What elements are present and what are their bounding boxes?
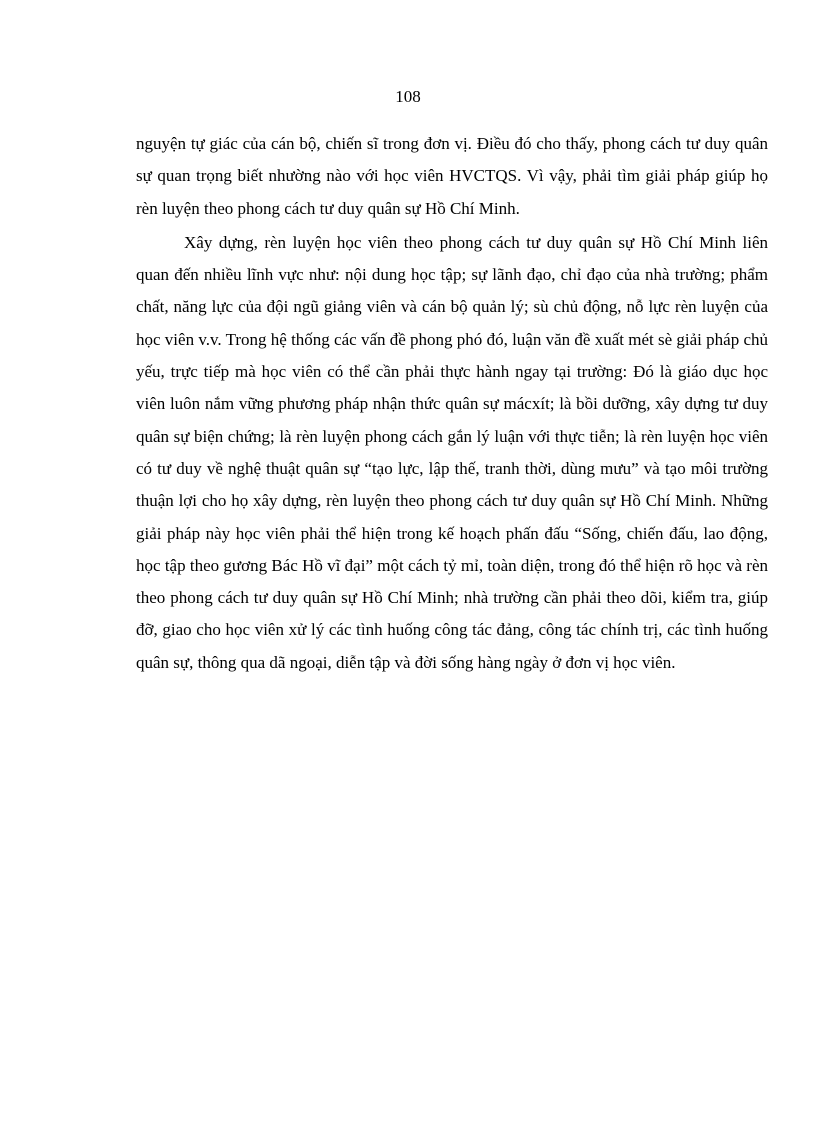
paragraph-solutions: Xây dựng, rèn luyện học viên theo phong cách tư duy quân sự Hồ Chí Minh liên quan đến nhiều lĩnh vực như: nội dung học tập; sự lãnh đạo, chỉ đạo của nhà trường; phẩm chất, năng lực của đội ngũ giảng viên và cán bộ quản lý; sù chủ động, nỗ lực rèn luyện của học viên v.v. Trong hệ thống các vấn đề phong phó đó, luận văn đề xuất mét sè giải pháp chủ yếu, trực tiếp mà học viên có thể cần phải thực hành ngay tại trường: Đó là giáo dục học viên luôn nắm vững phương pháp nhận thức quân sự mácxít; là bồi dưỡng, xây dựng tư duy quân sự biện chứng; là rèn luyện phong cách gắn lý luận với thực tiễn; là rèn luyện học viên có tư duy về nghệ thuật quân sự “tạo lực, lập thế, tranh thời, dùng mưu” và tạo môi trường thuận lợi cho họ xây dựng, rèn luyện theo phong cách tư duy quân sự Hồ Chí Minh. Những giải pháp này học viên phải thể hiện trong kế hoạch phấn đấu “Sống, chiến đấu, lao động, học tập theo gương Bác Hồ vĩ đại” một cách tỷ mỉ, toàn diện, trong đó thể hiện rõ học và rèn theo phong cách tư duy quân sự Hồ Chí Minh; nhà trường cần phải theo dõi, kiểm tra, giúp đỡ, giao cho học viên xử lý các tình huống công tác đảng, công tác chính trị, các tình huống quân sự, thông qua dã ngoại, diễn tập và đời sống hàng ngày ở đơn vị học viên.	[136, 232, 768, 672]
page-number: 108	[395, 87, 421, 106]
paragraph-continuation: nguyện tự giác của cán bộ, chiến sĩ trong đơn vị. Điều đó cho thấy, phong cách tư duy quân sự quan trọng biết nhường nào với học viên HVCTQS. Vì vậy, phải tìm giải pháp giúp họ rèn luyện theo phong cách tư duy quân sự Hồ Chí Minh.	[136, 134, 768, 218]
body-text	[136, 128, 768, 679]
